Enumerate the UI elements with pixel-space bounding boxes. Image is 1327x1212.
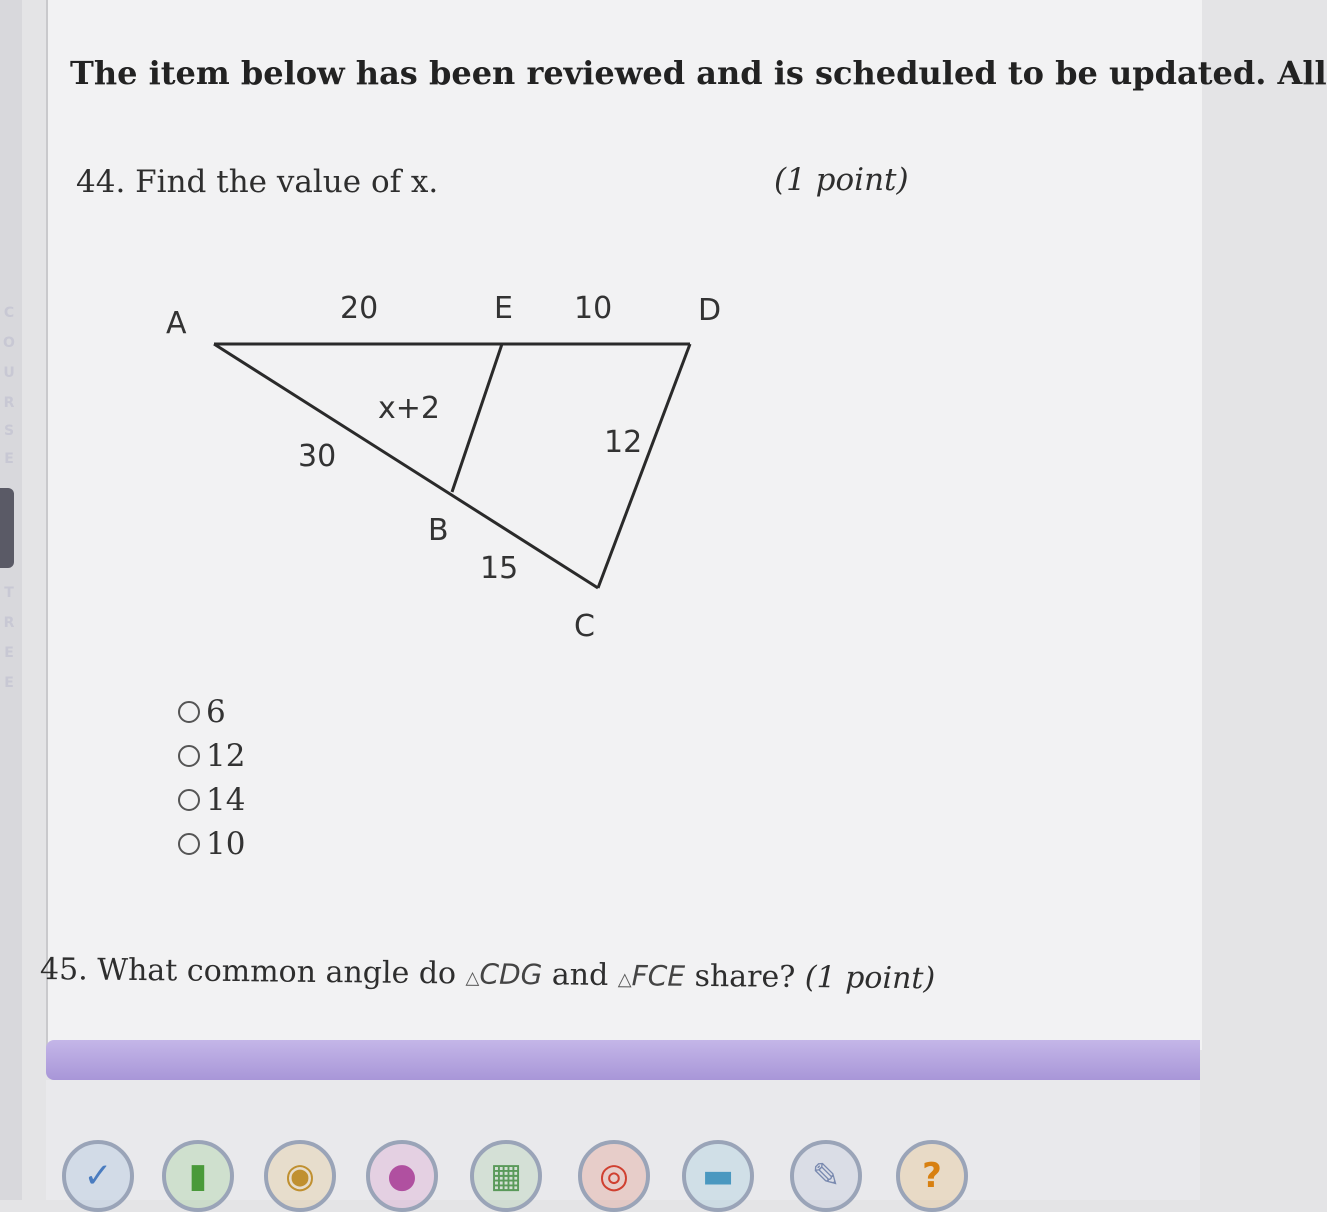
pin-icon[interactable]: ● bbox=[366, 1140, 438, 1212]
segment-label-eb: x+2 bbox=[378, 391, 440, 426]
answer-choice[interactable] bbox=[178, 690, 245, 734]
question-44-points: (1 point) bbox=[774, 162, 909, 198]
triangle-1-name: CDG bbox=[479, 957, 543, 992]
rail-letter: T bbox=[4, 585, 14, 601]
highlighter-icon[interactable]: ✎ bbox=[790, 1140, 862, 1212]
segment-label-ae: 20 bbox=[340, 291, 379, 326]
rail-letter: E bbox=[4, 451, 14, 467]
target-icon[interactable]: ◎ bbox=[578, 1140, 650, 1212]
triangle-icon: △ bbox=[465, 967, 480, 989]
triangle-2-name: FCE bbox=[631, 959, 686, 993]
choice-label: 14 bbox=[206, 782, 246, 818]
rail-letter: C bbox=[3, 305, 15, 321]
question-44-text: 44. Find the value of x. bbox=[76, 164, 439, 200]
segment-label-bc: 15 bbox=[480, 551, 519, 586]
triangle-icon: △ bbox=[617, 969, 632, 991]
radio-button[interactable] bbox=[178, 833, 200, 855]
choice-label: 10 bbox=[206, 826, 246, 862]
question-45-points: (1 point) bbox=[804, 960, 936, 997]
vertex-label-d: D bbox=[698, 293, 722, 328]
answer-choice[interactable] bbox=[178, 822, 245, 866]
choice-label: 12 bbox=[206, 738, 246, 774]
notepad-icon[interactable]: ▬ bbox=[682, 1140, 754, 1212]
vertex-label-b: B bbox=[428, 513, 449, 548]
segment-ac bbox=[214, 344, 598, 588]
answer-choices bbox=[178, 690, 245, 866]
question-45-prefix: 45. What common angle do bbox=[39, 952, 457, 992]
rail-letter: U bbox=[3, 365, 15, 381]
headphones-icon[interactable]: ◉ bbox=[264, 1140, 336, 1212]
segment-eb bbox=[452, 344, 502, 492]
segment-label-ed: 10 bbox=[574, 291, 613, 326]
rail-letter: R bbox=[3, 395, 15, 411]
rail-letter: O bbox=[3, 335, 15, 351]
rail-letter: E bbox=[4, 645, 14, 661]
answer-choice[interactable] bbox=[178, 734, 245, 778]
segment-dc bbox=[598, 344, 690, 588]
question-45-suffix: share? bbox=[694, 958, 796, 995]
rail-letter: S bbox=[3, 423, 15, 439]
radio-button[interactable] bbox=[178, 745, 200, 767]
segment-label-ab: 30 bbox=[298, 439, 337, 474]
vertex-label-e: E bbox=[494, 291, 513, 326]
rail-letter: E bbox=[4, 675, 14, 691]
calculator-icon[interactable]: ▦ bbox=[470, 1140, 542, 1212]
answer-choice[interactable] bbox=[178, 778, 245, 822]
rail-letter: R bbox=[3, 615, 15, 631]
toolbar-border bbox=[46, 1040, 1200, 1080]
checkmark-icon[interactable]: ✓ bbox=[62, 1140, 134, 1212]
radio-button[interactable] bbox=[178, 789, 200, 811]
question-45-conjunction: and bbox=[551, 957, 609, 993]
choice-label: 6 bbox=[206, 694, 226, 730]
segment-label-dc: 12 bbox=[604, 425, 643, 460]
review-notice: The item below has been reviewed and is scheduled to be updated. All bbox=[70, 54, 1327, 92]
vertex-label-c: C bbox=[574, 609, 595, 644]
radio-button[interactable] bbox=[178, 701, 200, 723]
vertex-label-a: A bbox=[166, 306, 187, 341]
help-icon[interactable]: ? bbox=[896, 1140, 968, 1212]
book-icon[interactable]: ▮ bbox=[162, 1140, 234, 1212]
